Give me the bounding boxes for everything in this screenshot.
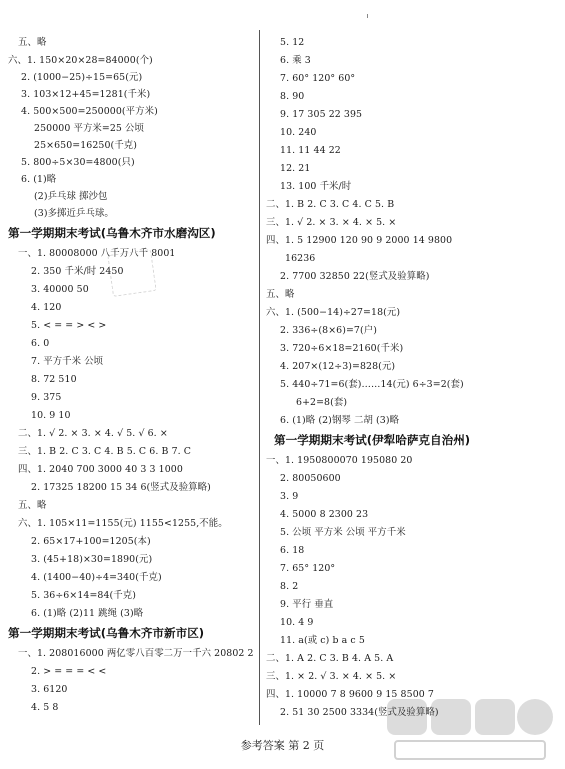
answer-line: 3. 6120 <box>31 684 68 695</box>
answer-line: 2. 17325 18200 15 34 6(竖式及验算略) <box>31 482 211 493</box>
answer-line: 五、略 <box>18 500 47 511</box>
answer-line: 8. 2 <box>280 581 299 592</box>
faint-stamp-mark <box>107 249 156 297</box>
watermark-logo <box>385 695 557 763</box>
answer-line: 11. a(或 c) b a c 5 <box>280 635 365 646</box>
answer-line: 250000 平方米=25 公顷 <box>34 123 145 134</box>
answer-line: 一、1. 208016000 两亿零八百零二万一千六 20802 2 <box>18 648 254 659</box>
answer-line: 2. 336÷(8×6)=7(户) <box>280 325 377 336</box>
answer-line: 2. > = = = < < <box>31 666 107 677</box>
section-heading: 第一学期期末考试(伊犁哈萨克自治州) <box>274 433 471 447</box>
answer-line: 三、1. × 2. √ 3. × 4. × 5. × <box>266 671 397 682</box>
answer-line: 6. 0 <box>31 338 50 349</box>
answer-line: 8. 72 510 <box>31 374 77 385</box>
answer-line: 6. (1)略 (2)11 跳绳 (3)略 <box>31 608 144 619</box>
answer-line: 4. 120 <box>31 302 62 313</box>
answer-line: 四、1. 10000 7 8 9600 9 15 8500 7 <box>266 689 434 700</box>
page-footer: 参考答案 第 2 页 <box>240 739 325 752</box>
answer-line: 三、1. √ 2. × 3. × 4. × 5. × <box>266 217 397 228</box>
answer-line: 五、略 <box>18 37 47 48</box>
answer-line: 六、1. 150×20×28=84000(个) <box>8 55 153 66</box>
answer-line: 四、1. 2040 700 3000 40 3 3 1000 <box>18 464 183 475</box>
answer-line: 二、1. A 2. C 3. B 4. A 5. A <box>266 653 394 664</box>
answer-line: 6. 18 <box>280 545 305 556</box>
answer-line: 13. 100 千米/时 <box>280 181 352 192</box>
answer-line: (3)多掷近乒乓球。 <box>34 208 114 219</box>
answer-line: 4. 207×(12÷3)=828(元) <box>280 361 396 372</box>
section-heading: 第一学期期末考试(乌鲁木齐市水磨沟区) <box>8 226 216 240</box>
answer-line: 六、1. (500−14)÷27=18(元) <box>266 307 401 318</box>
answer-line: 10. 9 10 <box>31 410 71 421</box>
answer-line: 10. 240 <box>280 127 317 138</box>
answer-line: 6. (1)略 <box>21 174 57 185</box>
answer-line: 9. 17 305 22 395 <box>280 109 363 120</box>
column-divider <box>259 30 260 725</box>
answer-line: 3. 40000 50 <box>31 284 89 295</box>
answer-line: 7. 平方千米 公顷 <box>31 356 104 367</box>
answer-line: 2. (1000−25)÷15=65(元) <box>21 72 143 83</box>
answer-line: 9. 375 <box>31 392 62 403</box>
answer-line: 一、1. 1950800070 195080 20 <box>266 455 413 466</box>
answer-line: 5. 800÷5×30=4800(只) <box>21 157 135 168</box>
answer-line: 4. 5 8 <box>31 702 59 713</box>
answer-line: 6+2=8(套) <box>296 397 348 408</box>
answer-line: 8. 90 <box>280 91 305 102</box>
answer-line: 16236 <box>285 253 316 264</box>
answer-line: 5. 440÷71=6(套)……14(元) 6÷3=2(套) <box>280 379 464 390</box>
answer-line: 11. 11 44 22 <box>280 145 341 156</box>
answer-line: (2)乒乓球 掷沙包 <box>34 191 108 202</box>
answer-line: 5. 12 <box>280 37 305 48</box>
answer-line: 3. 103×12+45=1281(千米) <box>21 89 151 100</box>
section-heading: 第一学期期末考试(乌鲁木齐市新市区) <box>8 626 205 640</box>
answer-line: 4. 500×500=250000(平方米) <box>21 106 158 117</box>
answer-line: 3. 720÷6×18=2160(千米) <box>280 343 404 354</box>
answer-line: 四、1. 5 12900 120 90 9 2000 14 9800 <box>266 235 453 246</box>
answer-line: 12. 21 <box>280 163 311 174</box>
answer-line: 二、1. √ 2. × 3. × 4. √ 5. √ 6. × <box>18 428 168 439</box>
answer-line: 2. 51 30 2500 3334(竖式及验算略) <box>280 707 439 718</box>
answer-line: 9. 平行 垂直 <box>280 599 334 610</box>
answer-line: 6. 乘 3 <box>280 55 311 66</box>
answer-line: 五、略 <box>266 289 295 300</box>
answer-line: 25×650=16250(千克) <box>34 140 138 151</box>
answer-line: 一、1. 80008000 八千万八千 8001 <box>18 248 176 259</box>
answer-line: 3. (45+18)×30=1890(元) <box>31 554 153 565</box>
answer-line: 2. 65×17+100=1205(本) <box>31 536 151 547</box>
answer-line: 5. < = = > < > <box>31 320 107 331</box>
answer-line: 2. 350 千米/时 2450 <box>31 266 124 277</box>
answer-line: 3. 9 <box>280 491 299 502</box>
answer-line: 5. 36÷6×14=84(千克) <box>31 590 137 601</box>
top-tick-mark <box>367 14 368 18</box>
answer-line: 5. 公顷 平方米 公顷 平方千米 <box>280 527 406 538</box>
answer-line: 7. 60° 120° 60° <box>280 73 356 84</box>
answer-line: 4. (1400−40)÷4=340(千克) <box>31 572 162 583</box>
answer-line: 六、1. 105×11=1155(元) 1155<1255,不能。 <box>18 518 228 529</box>
answer-line: 2. 80050600 <box>280 473 341 484</box>
answer-line: 2. 7700 32850 22(竖式及验算略) <box>280 271 430 282</box>
answer-line: 10. 4 9 <box>280 617 314 628</box>
answer-line: 二、1. B 2. C 3. C 4. C 5. B <box>266 199 395 210</box>
answer-line: 7. 65° 120° <box>280 563 336 574</box>
answer-line: 三、1. B 2. C 3. C 4. B 5. C 6. B 7. C <box>18 446 192 457</box>
answer-line: 6. (1)略 (2)钢琴 二胡 (3)略 <box>280 415 400 426</box>
answer-line: 4. 5000 8 2300 23 <box>280 509 369 520</box>
